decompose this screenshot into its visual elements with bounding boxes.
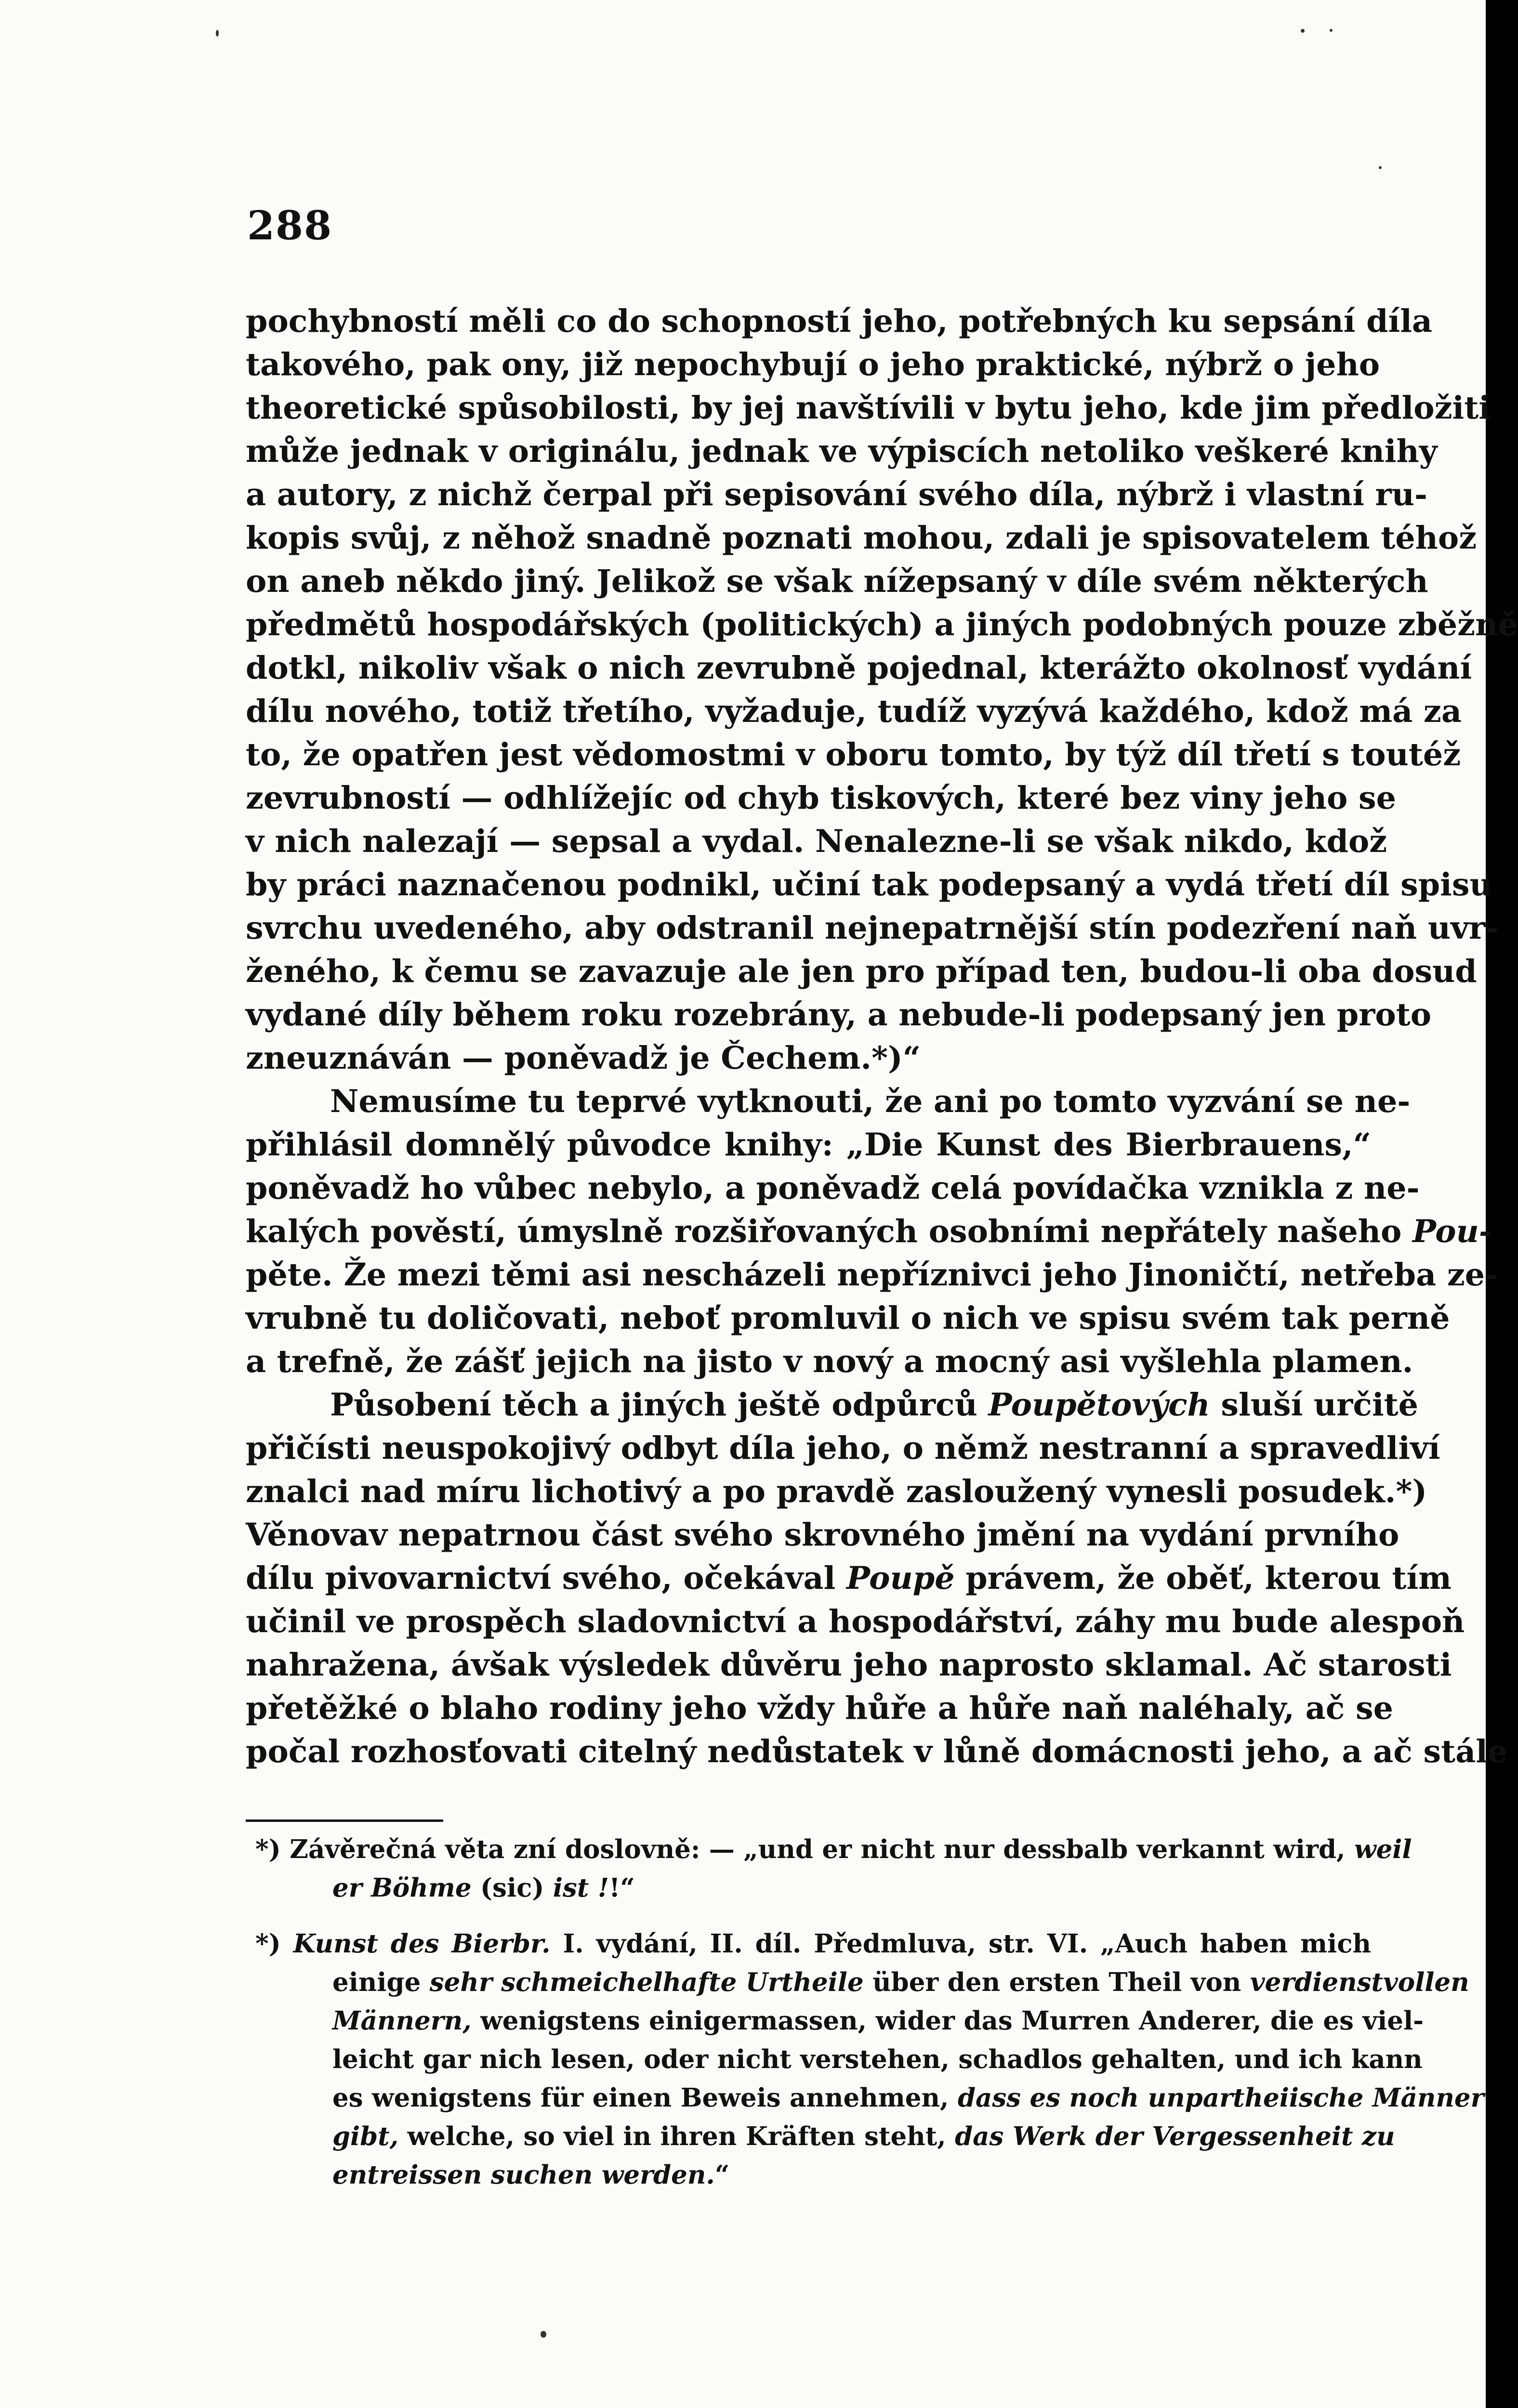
footnotes — [246, 1830, 1484, 2212]
text-segment: über den ersten Theil von — [863, 1967, 1250, 1997]
text-line: poněvadž ho vůbec nebylo, a poněvadž celá povídačka vznikla z ne- — [246, 1170, 1420, 1206]
text-segment: wenigstens einigermassen, wider das Murren Anderer, die es viel- — [471, 2006, 1424, 2036]
italic-name: Pou- — [1412, 1213, 1492, 1250]
text-line: vydané díly během roku rozebrány, a nebude-li podepsaný jen proto — [246, 996, 1432, 1033]
text-line: Věnovav nepatrnou část svého skrovného jmění na vydání prvního — [246, 1517, 1399, 1553]
footnote-line: leicht gar nich lesen, oder nicht verstehen, schadlos gehalten, und ich kann — [332, 2044, 1423, 2074]
text-line: dílu nového, totiž třetího, vyžaduje, tudíž vyzývá každého, kdož má za — [246, 693, 1462, 730]
text-segment: einige — [332, 1967, 430, 1997]
text-line: kopis svůj, z něhož snadně poznati mohou, zdali je spisovatelem téhož — [246, 520, 1477, 556]
text-line: učinil ve prospěch sladovnictví a hospodářství, záhy mu bude alespoň — [246, 1603, 1465, 1640]
footnote-divider — [246, 1819, 443, 1822]
text-line: takového, pak ony, již nepochybují o jeho praktické, nýbrž o jeho — [246, 346, 1380, 383]
text-line: může jednak v originálu, jednak ve výpiscích netoliko veškeré knihy — [246, 433, 1438, 470]
footnote-2 — [246, 1924, 1484, 2194]
page-number: 288 — [247, 203, 333, 249]
text-segment: Závěrečná věta zní doslovně: — „und er nicht nur dessbalb verkannt wird, — [290, 1834, 1346, 1864]
text-line: přihlásil domnělý původce knihy: „Die Kunst des Bierbrauens,“ — [246, 1126, 1371, 1163]
paper-speck — [1301, 29, 1305, 33]
paper-speck — [1330, 29, 1333, 32]
footnote-line — [246, 1924, 1371, 1963]
text-line: přičísti neuspokojivý odbyt díla jeho, o němž nestranní a spravedliví — [246, 1430, 1440, 1466]
footnote-line — [246, 2079, 1484, 2117]
italic-segment: Kunst des Bierbr. — [293, 1929, 551, 1959]
italic-segment: Männern, — [332, 2006, 472, 2036]
text-line: předmětů hospodářských (politických) a jiných podobných pouze zběžně — [246, 606, 1518, 643]
text-line: přetěžké o blaho rodiny jeho vždy hůře a hůře naň naléhaly, ač se — [246, 1690, 1393, 1727]
text-line: zevrubností — odhlížejíc od chyb tiskových, které bez viny jeho se — [246, 780, 1396, 816]
paper-speck — [541, 2331, 546, 2338]
text-segment: welche, so viel in ihren Kräften steht, — [398, 2121, 955, 2151]
italic-name: Poupětových — [988, 1387, 1210, 1423]
paper-speck — [1379, 166, 1382, 169]
italic-segment: weil — [1354, 1834, 1412, 1864]
text-segment: právem, že oběť, kterou tím — [954, 1560, 1452, 1597]
text-segment: dílu pivovarnictví svého, očekával — [246, 1560, 836, 1597]
footnote-marker: *) — [255, 1929, 281, 1959]
text-line: by práci naznačenou podnikl, učiní tak podepsaný a vydá třetí díl spisu — [246, 866, 1492, 903]
footnote-line — [246, 2117, 1395, 2156]
text-segment: es wenigstens für einen Beweis annehmen, — [332, 2083, 958, 2113]
italic-segment: gibt, — [332, 2121, 399, 2151]
text-line: počal rozhosťovati citelný nedůstatek v lůně domácnosti jeho, a ač stále — [246, 1733, 1508, 1770]
italic-segment: das Werk der Vergessenheit zu — [955, 2121, 1395, 2151]
italic-segment: verdienstvollen — [1250, 1967, 1469, 1997]
footnote-line — [246, 2156, 1371, 2194]
footnote-1 — [246, 1830, 1412, 1907]
text-line: pěte. Že mezi těmi asi nescházeli nepříznivci jeho Jinoničtí, netřeba ze- — [246, 1256, 1498, 1293]
text-line: nahražena, ávšak výsledek důvěru jeho naprosto sklamal. Ač starosti — [246, 1647, 1452, 1683]
text-line: svrchu uvedeného, aby odstranil nejnepatrnější stín podezření naň uvr- — [246, 910, 1499, 946]
text-line: on aneb někdo jiný. Jelikož se však nížepsaný v díle svém některých — [246, 563, 1428, 600]
text-line: dotkl, nikoliv však o nich zevrubně pojednal, kterážto okolnosť vydání — [246, 650, 1472, 686]
footnote-line — [246, 1830, 1412, 1869]
text-segment: “ — [714, 2160, 730, 2190]
text-line-with-italic — [246, 1210, 1492, 1253]
text-line-with-italic — [246, 1557, 1452, 1600]
text-line: Nemusíme tu teprvé vytknouti, že ani po tomto vyzvání se ne- — [330, 1083, 1411, 1120]
footnote-line — [246, 2002, 1424, 2040]
footnote-line — [246, 1869, 1371, 1907]
text-line: theoretické spůsobilosti, by jej navštívili v bytu jeho, kde jim předložiti — [246, 390, 1491, 426]
text-line: vrubně tu doličovati, neboť promluvil o nich ve spisu svém tak perně — [246, 1300, 1450, 1336]
main-text — [246, 300, 1518, 1773]
text-line: a autory, z nichž čerpal při sepisování svého díla, nýbrž i vlastní ru- — [246, 476, 1428, 513]
italic-segment: dass es noch unpartheiische Männer — [957, 2083, 1484, 2113]
paper-speck — [216, 30, 219, 37]
text-line: a trefně, že zášť jejich na jisto v nový a mocný asi vyšlehla plamen. — [246, 1343, 1413, 1380]
text-line: to, že opatřen jest vědomostmi v oboru tomto, by týž díl třetí s toutéž — [246, 736, 1461, 773]
footnote-marker: *) — [255, 1834, 281, 1864]
italic-name: Poupě — [846, 1560, 955, 1597]
text-segment: !“ — [609, 1873, 635, 1903]
text-line: v nich nalezají — sepsal a vydal. Nenalezne-li se však nikdo, kdož — [246, 823, 1387, 860]
italic-segment: sehr schmeichelhafte Urtheile — [429, 1967, 864, 1997]
text-line: ženého, k čemu se zavazuje ale jen pro případ ten, budou-li oba dosud — [246, 953, 1477, 990]
italic-segment: entreissen suchen werden. — [332, 2160, 715, 2190]
text-segment: kalých pověstí, úmyslně rozšiřovaných osobními nepřátely našeho — [246, 1213, 1402, 1250]
text-segment: I. vydání, II. díl. Předmluva, str. VI. „Auch haben mich — [550, 1929, 1372, 1959]
italic-segment: ist ! — [553, 1873, 609, 1903]
text-segment: Působení těch a jiných ještě odpůrců — [330, 1387, 977, 1423]
text-segment: sluší určitě — [1210, 1387, 1419, 1423]
italic-segment: er Böhme — [332, 1873, 472, 1903]
footnote-line — [246, 1963, 1469, 2002]
text-line: znalci nad míru lichotivý a po pravdě zasloužený vynesli posudek.*) — [246, 1473, 1427, 1510]
text-line-with-italic — [246, 1383, 1419, 1426]
text-line: pochybností měli co do schopností jeho, potřebných ku sepsání díla — [246, 303, 1433, 340]
text-segment: (sic) — [471, 1873, 553, 1903]
text-line: zneuznáván — poněvadž je Čechem.*)“ — [246, 1040, 921, 1076]
